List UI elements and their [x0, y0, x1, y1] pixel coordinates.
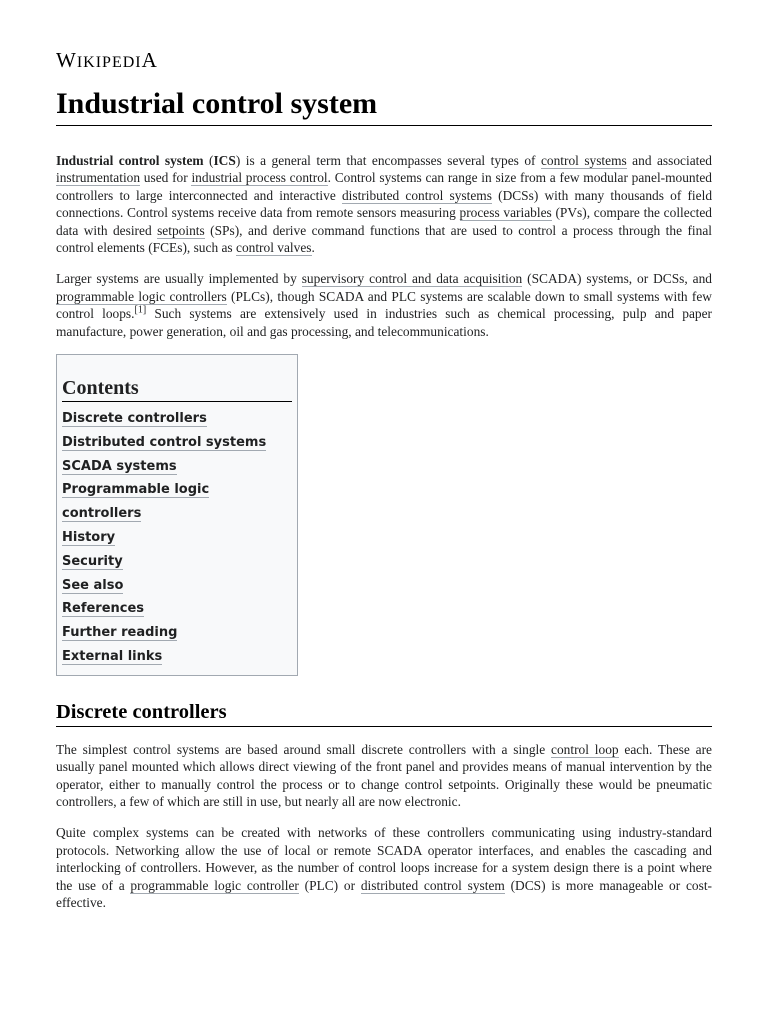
section1-paragraph-1 [56, 741, 712, 811]
link-industrial-process-control[interactable]: industrial process control [191, 170, 328, 186]
bold-term: Industrial control system [56, 153, 204, 168]
text: Quite complex systems can be created with networks of these controllers communicating using industry-standard protocols. Networking allow the use of local or remote SCADA operator interfaces, and enables the cascading and interlocking of controllers. However, as the number of control loops increase for a system design there is a point where the use of a [56, 825, 712, 893]
toc-item-label: Distributed control systems [62, 434, 267, 450]
text: used for [140, 170, 192, 186]
text: (PVs), compare the collected data with desired [56, 205, 713, 238]
text: ) is a general term that encompasses several types of [235, 153, 541, 168]
toc-item-label: Further reading [62, 625, 178, 641]
section1-paragraph-2 [56, 824, 712, 911]
toc-item-external-links[interactable] [62, 645, 292, 669]
logo-letter-w: W [56, 48, 77, 72]
reference-1[interactable]: [1] [134, 304, 147, 316]
toc-item-references[interactable] [62, 597, 292, 621]
article-body [56, 152, 712, 925]
link-scada[interactable]: supervisory control and data acquisition [301, 271, 523, 287]
toc-item-see-also[interactable] [62, 574, 292, 598]
toc-item-further-reading[interactable] [62, 621, 292, 645]
toc-item-label: Discrete controllers [62, 411, 207, 427]
toc-item-discrete-controllers[interactable] [62, 407, 292, 431]
text: The simplest control systems are based around small discrete controllers with a single [56, 741, 552, 757]
intro-paragraph-2 [56, 270, 712, 340]
table-of-contents [56, 354, 298, 676]
toc-item-label: Security [62, 553, 123, 569]
link-distributed-control-system[interactable]: distributed control system [360, 877, 505, 893]
text: (SCADA) systems, or DCSs, and [522, 271, 712, 287]
toc-item-history[interactable] [62, 526, 292, 550]
wikipedia-logo[interactable] [56, 48, 158, 73]
toc-item-scada-systems[interactable] [62, 455, 292, 479]
logo-letter-a: A [141, 48, 158, 72]
toc-item-distributed-control-systems[interactable] [62, 431, 292, 455]
logo-letters: IKIPEDI [76, 54, 142, 71]
text: Larger systems are usually implemented by [56, 271, 302, 287]
section-heading-discrete-controllers: Discrete controllers [56, 698, 712, 727]
toc-item-label: Programmable logic controllers [62, 482, 210, 522]
text: (PLCs), though SCADA and PLC systems are scalable down to small systems with few control loops. [56, 288, 712, 322]
intro-paragraph-1 [56, 152, 712, 256]
text: (SPs), and derive command functions that are used to control a process through the final control elements (FCEs), such as [56, 222, 712, 256]
toc-item-programmable-logic-controllers[interactable] [62, 478, 292, 526]
toc-item-label: References [62, 601, 145, 617]
text: ( [203, 153, 214, 168]
link-instrumentation[interactable]: instrumentation [56, 170, 141, 186]
link-programmable-logic-controller[interactable]: programmable logic controller [130, 877, 299, 893]
text: (DCS) is more manageable or cost-effective. [56, 877, 712, 911]
link-control-loop[interactable]: control loop [551, 741, 619, 757]
bold-abbr: ICS [213, 153, 236, 168]
toc-item-label: History [62, 530, 116, 546]
link-plc[interactable]: programmable logic controllers [56, 288, 227, 304]
link-distributed-control-systems[interactable]: distributed control systems [341, 187, 492, 203]
page-title: Industrial control system [56, 84, 712, 126]
toc-item-security[interactable] [62, 550, 292, 574]
text: and associated [626, 153, 712, 168]
text: (DCSs) with many thousands of field connections. Control systems receive data from remote sensors measuring [56, 187, 713, 221]
text: . [311, 240, 315, 256]
text: each. These are usually panel mounted which allows direct viewing of the front panel and provides means of manual intervention by the operator, either to manually control the process or to change control setpoints. Originally these would be pneumatic controllers, a few of which are still in use, but nearly all are now electronic. [56, 741, 713, 810]
text: (PLC) or [298, 877, 361, 893]
text: . Control systems can range in size from a few modular panel-mounted controllers to large interconnected and interactive [56, 170, 712, 203]
link-process-variables[interactable]: process variables [459, 205, 552, 221]
toc-item-label: SCADA systems [62, 458, 177, 474]
link-control-valves[interactable]: control valves [236, 240, 312, 256]
toc-item-label: External links [62, 649, 163, 665]
text: Such systems are extensively used in industries such as chemical processing, pulp and paper manufacture, power generation, oil and gas processing, and telecommunications. [56, 306, 712, 339]
link-control-systems[interactable]: control systems [540, 153, 627, 168]
link-setpoints[interactable]: setpoints [157, 222, 205, 238]
toc-item-label: See also [62, 577, 124, 593]
toc-title: Contents [62, 377, 292, 402]
